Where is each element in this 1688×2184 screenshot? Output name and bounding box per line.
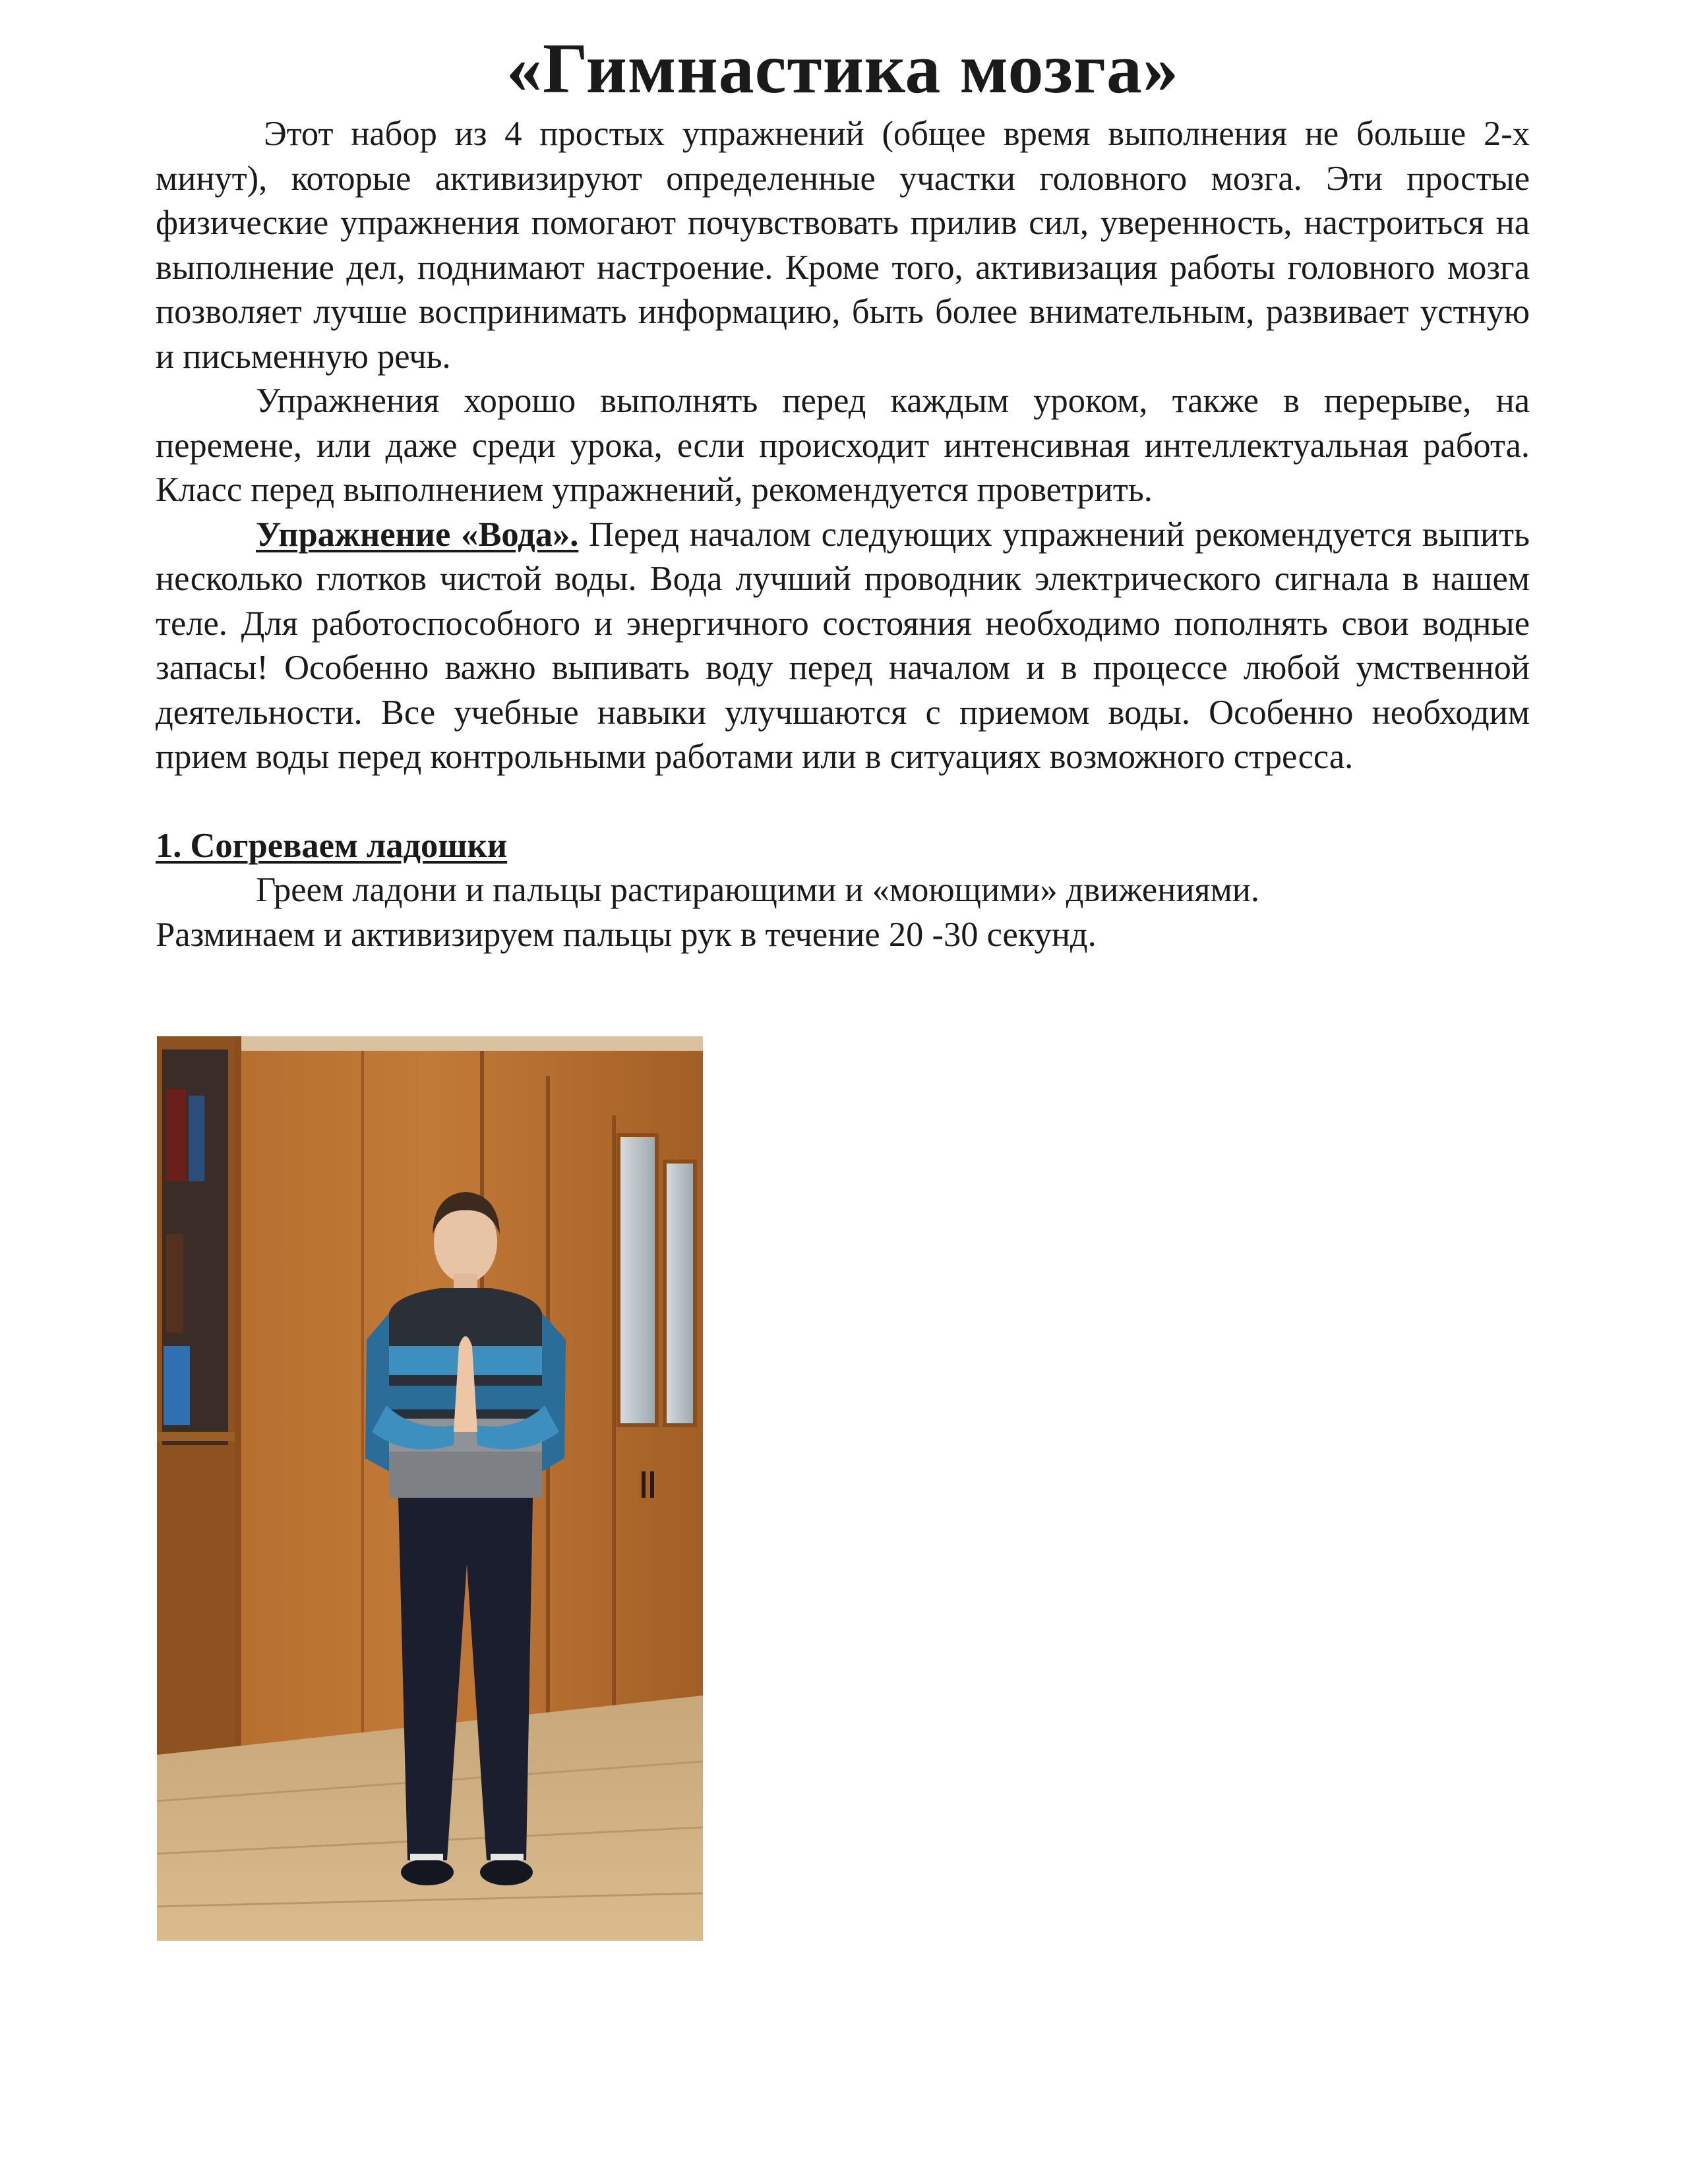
photo-boy-palms-together [157, 1036, 703, 1941]
exercise-photo [157, 1036, 703, 1941]
exercise-1-line-1: Греем ладони и пальцы растирающими и «моющими» движениями. [256, 871, 1260, 909]
intro-paragraph: Этот набор из 4 простых упражнений (общее время выполнения не больше 2-х минут), которые активизируют определенные участки головного мозга. Эти простые физические упражнения помогают почувствовать прилив сил, уверенность, настроиться на выполнение дел, поднимают настроение. Кроме того, активизация работы головного мозга позволяет лучше воспринимать информацию, быть более внимательным, развивает устную и письменную речь. [156, 115, 1530, 376]
water-exercise-text: Перед началом следующих упражнений рекомендуется выпить несколько глотков чистой воды. Вода лучший проводник электрического сигнала в нашем теле. Для работоспособного и энергичного состояния необходимо пополнять свои водные запасы! Особенно важно выпивать воду перед началом и в процессе любой умственной деятельности. Все учебные навыки улучшаются с приемом воды. Особенно необходим прием воды перед контрольными работами или в ситуациях возможного стресса. [156, 515, 1530, 776]
usage-paragraph: Упражнения хорошо выполнять перед каждым уроком, также в перерыве, на перемене, или даже среди урока, если происходит интенсивная интеллектуальная работа. Класс перед выполнением упражнений, рекомендуется проветрить. [156, 382, 1530, 509]
document-page [156, 26, 1530, 957]
exercise-1-heading: 1. Согреваем ладошки [156, 826, 508, 865]
water-exercise-heading: Упражнение «Вода». [256, 515, 579, 554]
document-title: «Гимнастика мозга» [506, 30, 1179, 108]
exercise-1-line-2: Разминаем и активизируем пальцы рук в течение 20 -30 секунд. [156, 915, 1097, 954]
water-paragraph [156, 513, 1530, 780]
